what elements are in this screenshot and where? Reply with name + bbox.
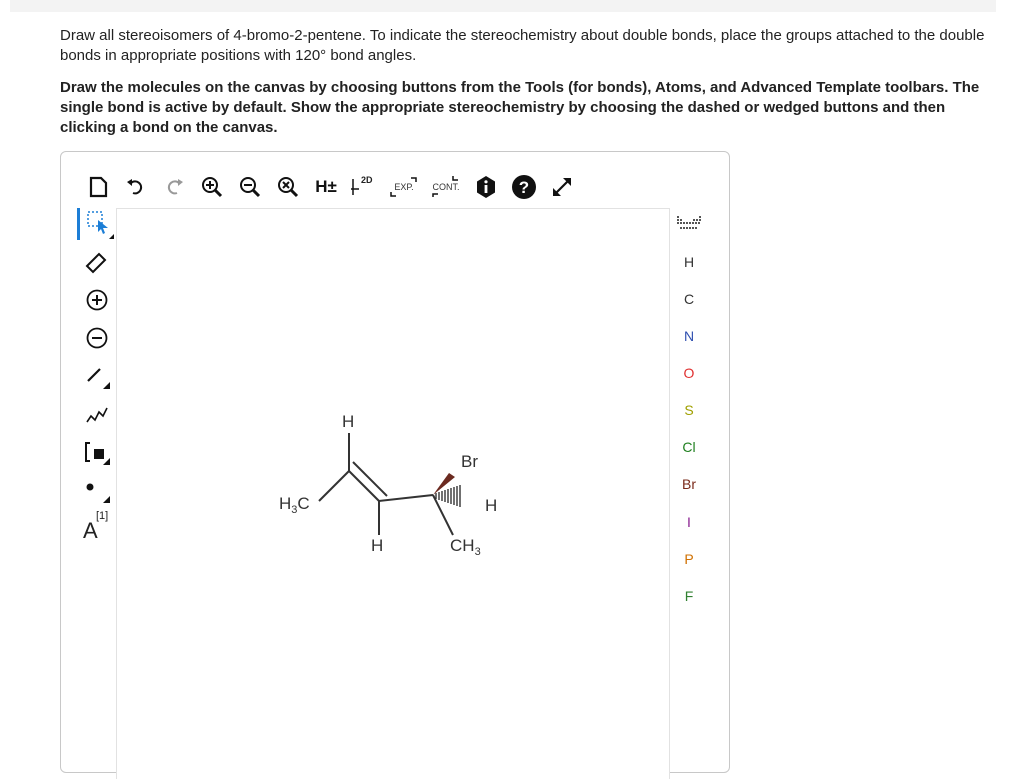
atom-symbol-cl: Cl (682, 439, 696, 455)
redo-icon (163, 176, 185, 198)
new-document-icon (87, 176, 109, 198)
atom-button-p[interactable] (669, 545, 709, 573)
atom-symbol-s: S (684, 402, 694, 418)
info-icon (474, 175, 498, 199)
add-hydrogens-button[interactable] (311, 174, 341, 200)
zoom-in-icon (200, 175, 224, 199)
positive-charge-tool[interactable] (77, 284, 117, 316)
plus-circle-icon (85, 288, 109, 312)
ch3-ch: CH (450, 536, 475, 555)
atom-symbol-c: C (683, 291, 695, 307)
drawing-canvas[interactable] (116, 208, 670, 779)
clean-2d-button[interactable] (349, 174, 379, 200)
atom-label-h-hash[interactable]: H (485, 496, 498, 515)
info-button[interactable] (471, 174, 501, 200)
single-bond-icon (82, 361, 112, 391)
chain-tool[interactable] (77, 398, 117, 430)
bracket-icon (429, 174, 463, 200)
periodic-table-icon (675, 214, 703, 232)
redo-button[interactable] (159, 174, 189, 200)
h3c-h: H (279, 494, 292, 513)
atom-label-ch3[interactable] (450, 536, 481, 558)
bond-c4-ch3[interactable] (433, 495, 453, 535)
erase-tool[interactable] (77, 246, 117, 278)
undo-button[interactable] (121, 174, 151, 200)
zoom-reset-icon (276, 175, 300, 199)
single-bond-tool[interactable] (77, 360, 117, 392)
minus-circle-icon (85, 326, 109, 350)
molecule-drawing (117, 209, 669, 779)
double-bond-c2-c3[interactable] (349, 471, 379, 501)
top-toolbar (83, 174, 585, 200)
zoom-reset-button[interactable] (273, 174, 303, 200)
dot-icon (82, 475, 112, 505)
template-tool[interactable] (77, 436, 117, 468)
eraser-icon (83, 248, 111, 276)
atom-label-br[interactable]: Br (461, 452, 478, 471)
atom-button-h[interactable] (669, 248, 709, 276)
atom-symbol-f: F (684, 588, 694, 604)
atom-button-n[interactable] (669, 322, 709, 350)
question-text: Draw all stereoisomers of 4-bromo-2-pentene. To indicate the stereochemistry about double bonds, place the groups attached to the double bonds in appropriate positions with 120° bond angles. (60, 27, 985, 64)
atom-symbol-o: O (683, 365, 695, 381)
top-strip (10, 0, 996, 12)
hydrogen-label: H± (315, 177, 337, 196)
atom-symbol-p: P (684, 551, 694, 567)
text-tool-label: A (83, 518, 98, 543)
atom-button-f[interactable] (669, 582, 709, 610)
undo-icon (125, 176, 147, 198)
help-button[interactable] (509, 174, 539, 200)
select-tool[interactable] (77, 208, 120, 240)
zoom-out-button[interactable] (235, 174, 265, 200)
atom-button-s[interactable] (669, 396, 709, 424)
svg-text:?: ? (518, 178, 530, 197)
question-instructions: Draw the molecules on the canvas by choosing buttons from the Tools (for bonds), Atoms, and Advanced Template toolbars. The single bond is active by default. Show the appropriate stereochemistry by choosing the dashed or wedged buttons and then clicking a bond on the canvas. (60, 79, 980, 136)
template-bracket-icon (82, 437, 112, 467)
text-tool[interactable] (77, 508, 117, 544)
bracket-icon (387, 174, 421, 200)
atom-button-i[interactable] (669, 508, 709, 536)
atom-label-h-top[interactable]: H (342, 412, 355, 431)
atom-symbol-i: I (687, 514, 691, 530)
atom-label-h-bottom[interactable]: H (371, 536, 384, 555)
contract-label: CONT. (432, 182, 460, 192)
chain-icon (83, 402, 111, 426)
ch3-subscript: 3 (474, 546, 481, 558)
expand-label: EXP. (394, 182, 414, 192)
atom-button-br[interactable] (669, 470, 709, 498)
atom-symbol-br: Br (682, 476, 696, 492)
atom-symbol-h: H (683, 254, 695, 270)
question-block (60, 26, 1000, 138)
h3c-subscript: 3 (291, 504, 298, 516)
periodic-table-button[interactable] (669, 208, 709, 238)
atom-button-o[interactable] (669, 359, 709, 387)
radical-tool[interactable] (77, 474, 117, 506)
fullscreen-icon (550, 175, 574, 199)
contract-button[interactable] (429, 174, 463, 200)
h3c-c: C (297, 494, 310, 513)
atom-button-cl[interactable] (669, 433, 709, 461)
help-icon (511, 174, 537, 200)
bond-c2-c1[interactable] (319, 471, 349, 501)
fullscreen-button[interactable] (547, 174, 577, 200)
atom-label-h3c[interactable] (279, 494, 310, 516)
select-lasso-icon (84, 208, 116, 240)
zoom-in-button[interactable] (197, 174, 227, 200)
expand-button[interactable] (387, 174, 421, 200)
negative-charge-tool[interactable] (77, 322, 117, 354)
zoom-out-icon (238, 175, 262, 199)
wedge-bond-c4-br[interactable] (433, 473, 455, 495)
atom-symbol-n: N (683, 328, 695, 344)
new-document-button[interactable] (83, 174, 113, 200)
atom-button-c[interactable] (669, 285, 709, 313)
charge-label: [1] (96, 510, 109, 522)
chem-editor (60, 151, 730, 773)
clean-2d-label: 2D (361, 175, 373, 185)
